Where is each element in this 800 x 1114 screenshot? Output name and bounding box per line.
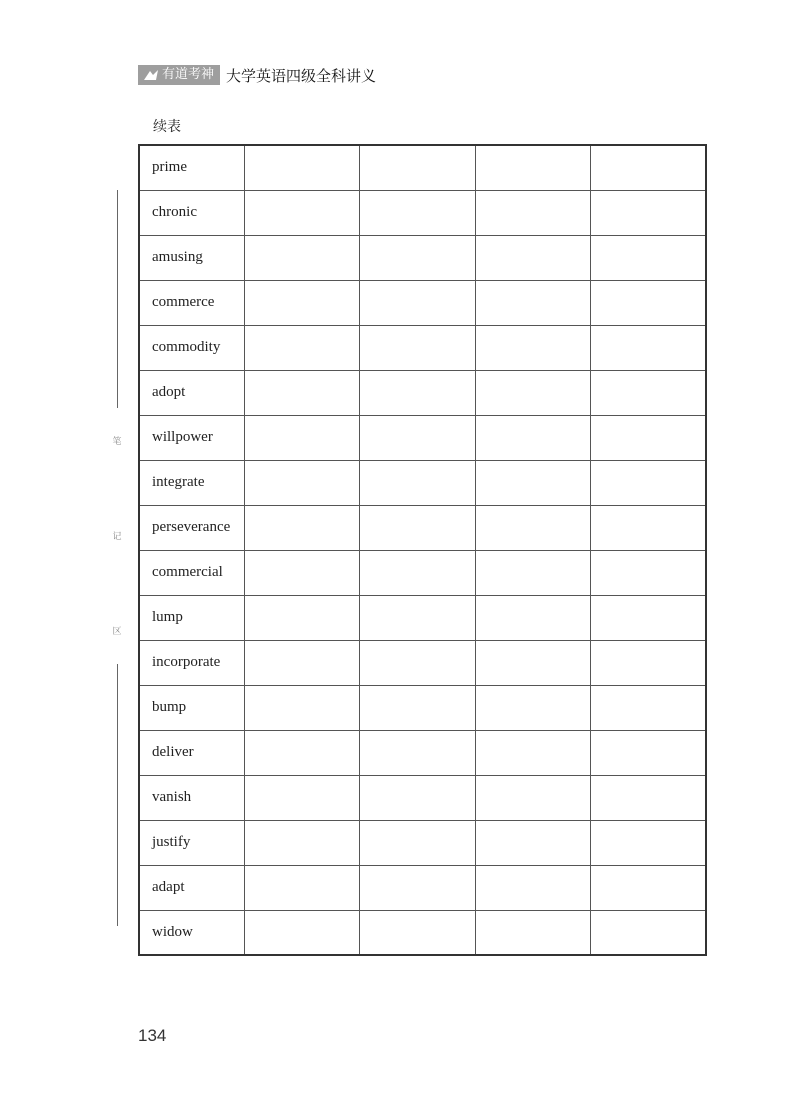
blank-cell [475, 775, 590, 820]
blank-cell [244, 370, 359, 415]
word-cell: willpower [139, 415, 244, 460]
table-row [139, 865, 706, 910]
blank-cell [590, 505, 706, 550]
blank-cell [590, 460, 706, 505]
word-cell: prime [139, 145, 244, 190]
blank-cell [590, 595, 706, 640]
blank-cell [475, 640, 590, 685]
blank-cell [244, 820, 359, 865]
table-row [139, 280, 706, 325]
table-row [139, 505, 706, 550]
blank-cell [475, 550, 590, 595]
blank-cell [590, 415, 706, 460]
table-row [139, 595, 706, 640]
blank-cell [475, 910, 590, 955]
blank-cell [244, 325, 359, 370]
table-row [139, 820, 706, 865]
page-number: 134 [138, 1026, 167, 1045]
blank-cell [244, 190, 359, 235]
page-header [138, 64, 376, 86]
word-cell: commercial [139, 550, 244, 595]
blank-cell [590, 280, 706, 325]
blank-cell [475, 730, 590, 775]
table-row [139, 145, 706, 190]
word-cell: deliver [139, 730, 244, 775]
word-cell: bump [139, 685, 244, 730]
margin-line-bottom [117, 664, 118, 926]
blank-cell [359, 595, 475, 640]
word-cell: incorporate [139, 640, 244, 685]
blank-cell [359, 145, 475, 190]
margin-note-char-3: 区 [112, 627, 122, 637]
blank-cell [244, 595, 359, 640]
blank-cell [244, 235, 359, 280]
blank-cell [359, 865, 475, 910]
word-cell: commerce [139, 280, 244, 325]
blank-cell [359, 550, 475, 595]
blank-cell [475, 415, 590, 460]
margin-line-top [117, 190, 118, 408]
blank-cell [590, 865, 706, 910]
blank-cell [590, 640, 706, 685]
blank-cell [359, 325, 475, 370]
blank-cell [475, 280, 590, 325]
blank-cell [475, 325, 590, 370]
blank-cell [475, 460, 590, 505]
word-cell: adapt [139, 865, 244, 910]
blank-cell [475, 505, 590, 550]
blank-cell [244, 910, 359, 955]
blank-cell [359, 820, 475, 865]
word-cell: chronic [139, 190, 244, 235]
blank-cell [475, 190, 590, 235]
table-row [139, 730, 706, 775]
blank-cell [475, 235, 590, 280]
blank-cell [359, 685, 475, 730]
word-cell: vanish [139, 775, 244, 820]
blank-cell [590, 325, 706, 370]
blank-cell [244, 145, 359, 190]
table-row [139, 415, 706, 460]
blank-cell [475, 820, 590, 865]
blank-cell [359, 505, 475, 550]
blank-cell [590, 820, 706, 865]
word-cell: integrate [139, 460, 244, 505]
book-title: 大学英语四级全科讲义 [226, 66, 377, 85]
blank-cell [359, 775, 475, 820]
blank-cell [359, 370, 475, 415]
table-row [139, 190, 706, 235]
blank-cell [244, 730, 359, 775]
blank-cell [359, 235, 475, 280]
blank-cell [590, 190, 706, 235]
word-cell: justify [139, 820, 244, 865]
table-row [139, 550, 706, 595]
margin-note-char-1: 笔 [112, 437, 122, 447]
vocabulary-table [138, 144, 707, 956]
table-row [139, 370, 706, 415]
word-cell: widow [139, 910, 244, 955]
blank-cell [590, 685, 706, 730]
table-caption: 续表 [153, 119, 181, 135]
table-row [139, 235, 706, 280]
blank-cell [475, 595, 590, 640]
blank-cell [475, 685, 590, 730]
blank-cell [590, 370, 706, 415]
table-row [139, 325, 706, 370]
table-row [139, 775, 706, 820]
margin-note-char-2: 记 [112, 532, 122, 542]
table-row [139, 685, 706, 730]
word-cell: lump [139, 595, 244, 640]
blank-cell [244, 280, 359, 325]
blank-cell [244, 460, 359, 505]
blank-cell [475, 370, 590, 415]
word-cell: commodity [139, 325, 244, 370]
blank-cell [590, 775, 706, 820]
blank-cell [359, 730, 475, 775]
blank-cell [590, 730, 706, 775]
blank-cell [590, 550, 706, 595]
blank-cell [244, 415, 359, 460]
owl-logo-icon [142, 68, 160, 82]
word-cell: perseverance [139, 505, 244, 550]
blank-cell [359, 190, 475, 235]
blank-cell [475, 865, 590, 910]
blank-cell [244, 640, 359, 685]
blank-cell [359, 280, 475, 325]
word-cell: adopt [139, 370, 244, 415]
blank-cell [244, 865, 359, 910]
blank-cell [359, 910, 475, 955]
blank-cell [475, 145, 590, 190]
word-cell: amusing [139, 235, 244, 280]
blank-cell [359, 640, 475, 685]
brand-name: 有道考神 [162, 67, 215, 82]
blank-cell [359, 415, 475, 460]
blank-cell [590, 910, 706, 955]
blank-cell [244, 550, 359, 595]
table-row [139, 640, 706, 685]
table-row [139, 460, 706, 505]
blank-cell [590, 235, 706, 280]
blank-cell [244, 775, 359, 820]
blank-cell [359, 460, 475, 505]
blank-cell [590, 145, 706, 190]
table-row [139, 910, 706, 955]
blank-cell [244, 685, 359, 730]
blank-cell [244, 505, 359, 550]
brand-badge [138, 65, 220, 85]
